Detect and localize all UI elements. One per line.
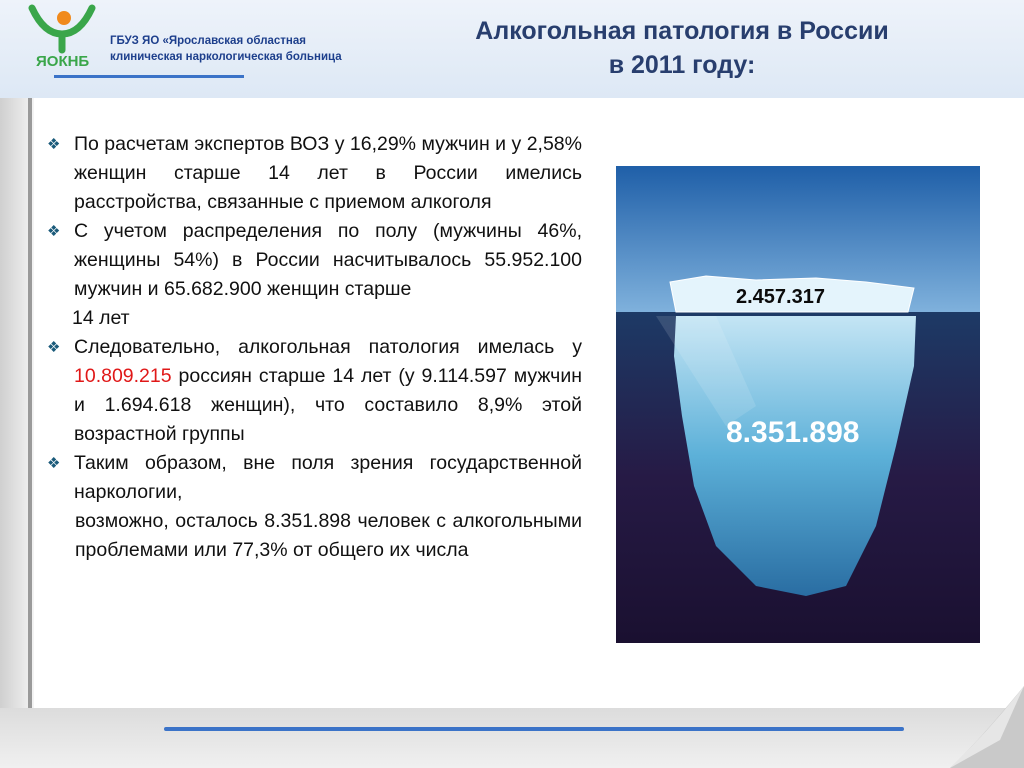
logo-icon <box>22 4 108 70</box>
bullet-continuation: возможно, осталось 8.351.898 человек с алкогольными проблемами или 77,3% от общего их числа <box>75 510 582 561</box>
bullet-list <box>47 130 582 565</box>
logo-wordmark: ЯОКНБ <box>36 53 90 70</box>
organization-line-1: ГБУЗ ЯО «Ярославская областная <box>110 35 306 47</box>
organization-line-2: клиническая наркологическая больница <box>110 51 342 63</box>
organization-name <box>110 33 410 65</box>
bullet-continuation: 14 лет <box>72 307 130 329</box>
diamond-bullet-icon: ❖ <box>47 136 61 153</box>
bullet-text: С учетом распределения по полу (мужчины 46%, женщины 54%) в России насчитывалось 55.952.100 мужчин и 65.682.900 женщин старше <box>74 220 582 300</box>
diamond-bullet-icon: ❖ <box>47 455 61 472</box>
title-line-2: в 2011 году: <box>608 51 756 79</box>
bullet-item <box>47 449 582 507</box>
iceberg-illustration <box>616 166 980 643</box>
iceberg-image <box>616 166 980 643</box>
bullet-text-after: россиян старше 14 лет (у 9.114.597 мужчин и 1.694.618 женщин), что составило 8,9% этой возрастной группы <box>74 365 582 445</box>
highlighted-number: 10.809.215 <box>74 365 172 387</box>
header-underline <box>54 75 244 78</box>
bullet-text-before: Следовательно, алкогольная патология имелась у <box>74 336 582 358</box>
bullet-item <box>47 130 582 217</box>
visible-part-value: 2.457.317 <box>736 286 825 308</box>
footer-band <box>0 708 1024 768</box>
bullet-text: Таким образом, вне поля зрения государственной наркологии, <box>74 452 582 503</box>
footer-line <box>164 727 904 731</box>
left-rail-line <box>28 98 32 710</box>
bullet-item <box>47 217 582 304</box>
hidden-part-value: 8.351.898 <box>726 416 860 449</box>
title-line-1: Алкогольная патология в России <box>475 17 889 45</box>
bullet-text: По расчетам экспертов ВОЗ у 16,29% мужчин и у 2,58% женщин старше 14 лет в России имелись расстройства, связанные с приемом алкоголя <box>74 133 582 213</box>
slide-title <box>432 14 932 82</box>
diamond-bullet-icon: ❖ <box>47 223 61 240</box>
diamond-bullet-icon: ❖ <box>47 339 61 356</box>
bullet-text <box>74 333 582 449</box>
bullet-item <box>47 333 582 449</box>
